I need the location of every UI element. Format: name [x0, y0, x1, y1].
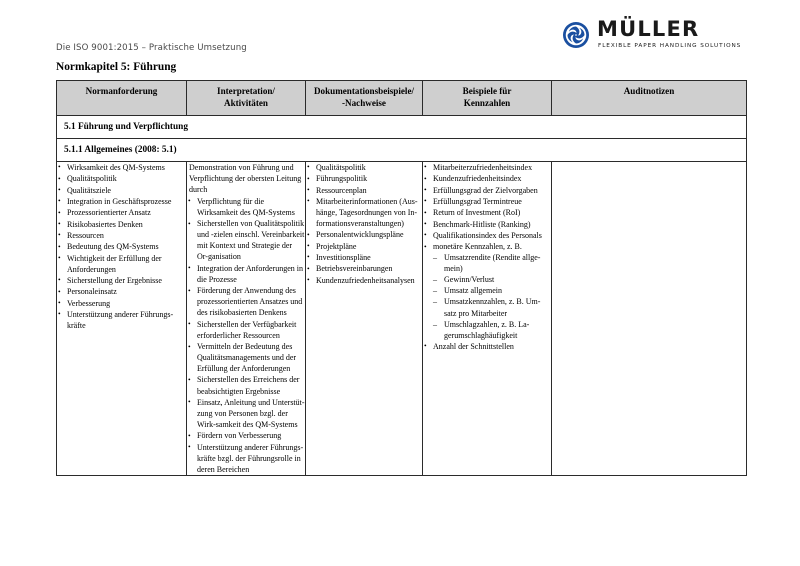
- list-item-label: Benchmark-Hitliste (Ranking): [433, 219, 531, 229]
- list-item: • Wirksamkeit des QM-Systems: [57, 162, 186, 173]
- sub-list-item: – Umschlagzahlen, z. B. La-gerumschlaghäufigkeit: [433, 319, 551, 341]
- column-header-line: Beispiele für: [462, 86, 512, 96]
- list-item: • Qualitätspolitik: [306, 162, 422, 173]
- list-item: • Risikobasiertes Denken: [57, 219, 186, 230]
- column-header-line: Normanforderung: [85, 86, 158, 96]
- kennzahlen-list: [423, 162, 551, 352]
- sub-list-item: – Gewinn/Verlust: [433, 274, 551, 285]
- column-header-line: Auditnotizen: [623, 86, 675, 96]
- list-item: • Wichtigkeit der Erfüllung der Anforderungen: [57, 253, 186, 275]
- company-logo: [553, 16, 753, 56]
- subsection-row: [57, 138, 747, 161]
- list-item: [423, 230, 551, 241]
- list-item: [423, 207, 551, 218]
- list-item: • Prozessorientierter Ansatz: [57, 207, 186, 218]
- column-header-line: Interpretation/: [217, 86, 275, 96]
- cell-interpretation: [187, 161, 306, 475]
- list-item: • Förderung der Anwendung des prozessorientierten Ansatzes und des risikobasierten Denkens: [187, 285, 305, 318]
- list-item: • Bedeutung des QM-Systems: [57, 241, 186, 252]
- column-header-kennzahlen: [423, 81, 552, 116]
- list-item: • Sicherstellen der Verfügbarkeit erforderlicher Ressourcen: [187, 319, 305, 341]
- list-item-label: Erfüllungsgrad Termintreue: [433, 196, 522, 206]
- list-item: • Unterstützung anderer Führungs-kräfte: [57, 309, 186, 331]
- section-title: 5.1 Führung und Verpflichtung: [57, 115, 747, 138]
- document-subtitle: Die ISO 9001:2015 – Praktische Umsetzung: [56, 43, 247, 53]
- list-item: • Verbesserung: [57, 298, 186, 309]
- list-item: • Einsatz, Anleitung und Unterstüt-zung von Personen bzgl. der Wirk-samkeit des QM-Systems: [187, 397, 305, 430]
- column-header-line: Kennzahlen: [463, 98, 511, 109]
- list-item: • Kundenzufriedenheitsanalysen: [306, 275, 422, 286]
- list-item: • Ressourcenplan: [306, 185, 422, 196]
- list-item: [423, 241, 551, 340]
- column-header-interpretation: [187, 81, 306, 116]
- list-item: • Betriebsvereinbarungen: [306, 263, 422, 274]
- cell-kennzahlen: [423, 161, 552, 475]
- list-item: • Verpflichtung für die Wirksamkeit des QM-Systems: [187, 196, 305, 218]
- list-item: • Unterstützung anderer Führungs-kräfte bzgl. der Führungsrolle in deren Bereichen: [187, 442, 305, 475]
- list-item: • Qualitätsziele: [57, 185, 186, 196]
- list-item: • Sicherstellen des Erreichens der beabsichtigten Ergebnisse: [187, 374, 305, 396]
- column-header-line: -Nachweise: [342, 98, 386, 109]
- table-row: [57, 161, 747, 475]
- list-item-label: Kundenzufriedenheitsindex: [433, 174, 522, 184]
- list-item: • Sicherstellung der Ergebnisse: [57, 275, 186, 286]
- sub-list-item: – Umsatzrendite (Rendite allge-mein): [433, 252, 551, 274]
- list-item: [423, 341, 551, 352]
- cell-auditnotizen[interactable]: [552, 161, 747, 475]
- column-header-dokumentation: [306, 81, 423, 116]
- logo-tagline: FLEXIBLE PAPER HANDLING SOLUTIONS: [598, 43, 742, 49]
- table-header-row: [57, 81, 747, 116]
- list-item: [423, 196, 551, 207]
- section-row: [57, 115, 747, 138]
- list-item: • Personalentwicklungspläne: [306, 229, 422, 240]
- sub-list: [433, 252, 551, 340]
- list-item: [423, 173, 551, 184]
- interpretation-intro: Demonstration von Führung und Verpflichtung der obersten Leitung durch: [189, 162, 302, 194]
- list-item: [423, 185, 551, 196]
- cell-dokumentation: [306, 161, 423, 475]
- list-item: • Personaleinsatz: [57, 286, 186, 297]
- list-item: • Vermitteln der Bedeutung des Qualitätsmanagements und der Erfüllung der Anforderungen: [187, 341, 305, 374]
- list-item: [423, 219, 551, 230]
- interpretation-list: [187, 196, 305, 475]
- column-header-normanforderung: [57, 81, 187, 116]
- column-header-line: Aktivitäten: [224, 98, 268, 109]
- list-item-label: Qualifikationsindex des Personals: [433, 230, 542, 240]
- swirl-logo-icon: [561, 20, 591, 50]
- iso-requirements-table: [56, 80, 747, 476]
- page-title: Normkapitel 5: Führung: [56, 61, 177, 73]
- dokumentation-list: [306, 162, 422, 286]
- list-item: • Sicherstellen von Qualitätspolitik und -zielen einschl. Vereinbarkeit mit Kontext und Strategie der Or-ganisation: [187, 218, 305, 262]
- cell-normanforderung: [57, 161, 187, 475]
- column-header-auditnotizen: [552, 81, 747, 116]
- list-item: • Qualitätspolitik: [57, 173, 186, 184]
- sub-list-item: – Umsatzkennzahlen, z. B. Um-satz pro Mitarbeiter: [433, 296, 551, 318]
- subsection-title: 5.1.1 Allgemeines (2008: 5.1): [57, 138, 747, 161]
- normanforderung-list: [57, 162, 186, 331]
- list-item: • Integration in Geschäftsprozesse: [57, 196, 186, 207]
- list-item: • Fördern von Verbesserung: [187, 430, 305, 441]
- list-item: • Investitionspläne: [306, 252, 422, 263]
- list-item: • Projektpläne: [306, 241, 422, 252]
- list-item-label: monetäre Kennzahlen, z. B.: [433, 242, 522, 252]
- list-item-label: Mitarbeiterzufriedenheitsindex: [433, 162, 533, 172]
- list-item: • Ressourcen: [57, 230, 186, 241]
- list-item: • Führungspolitik: [306, 173, 422, 184]
- logo-wordmark: MÜLLER: [597, 17, 700, 41]
- list-item: • Integration der Anforderungen in die Prozesse: [187, 263, 305, 285]
- sub-list-item: – Umsatz allgemein: [433, 285, 551, 296]
- list-item-label: Erfüllungsgrad der Zielvorgaben: [433, 185, 538, 195]
- list-item-label: Anzahl der Schnittstellen: [433, 341, 514, 351]
- column-header-line: Dokumentationsbeispiele/: [313, 86, 415, 96]
- list-item: • Mitarbeiterinformationen (Aus-hänge, Tagesordnungen von In-formationsveranstaltungen): [306, 196, 422, 229]
- list-item: [423, 162, 551, 173]
- list-item-label: Return of Investment (RoI): [433, 208, 521, 218]
